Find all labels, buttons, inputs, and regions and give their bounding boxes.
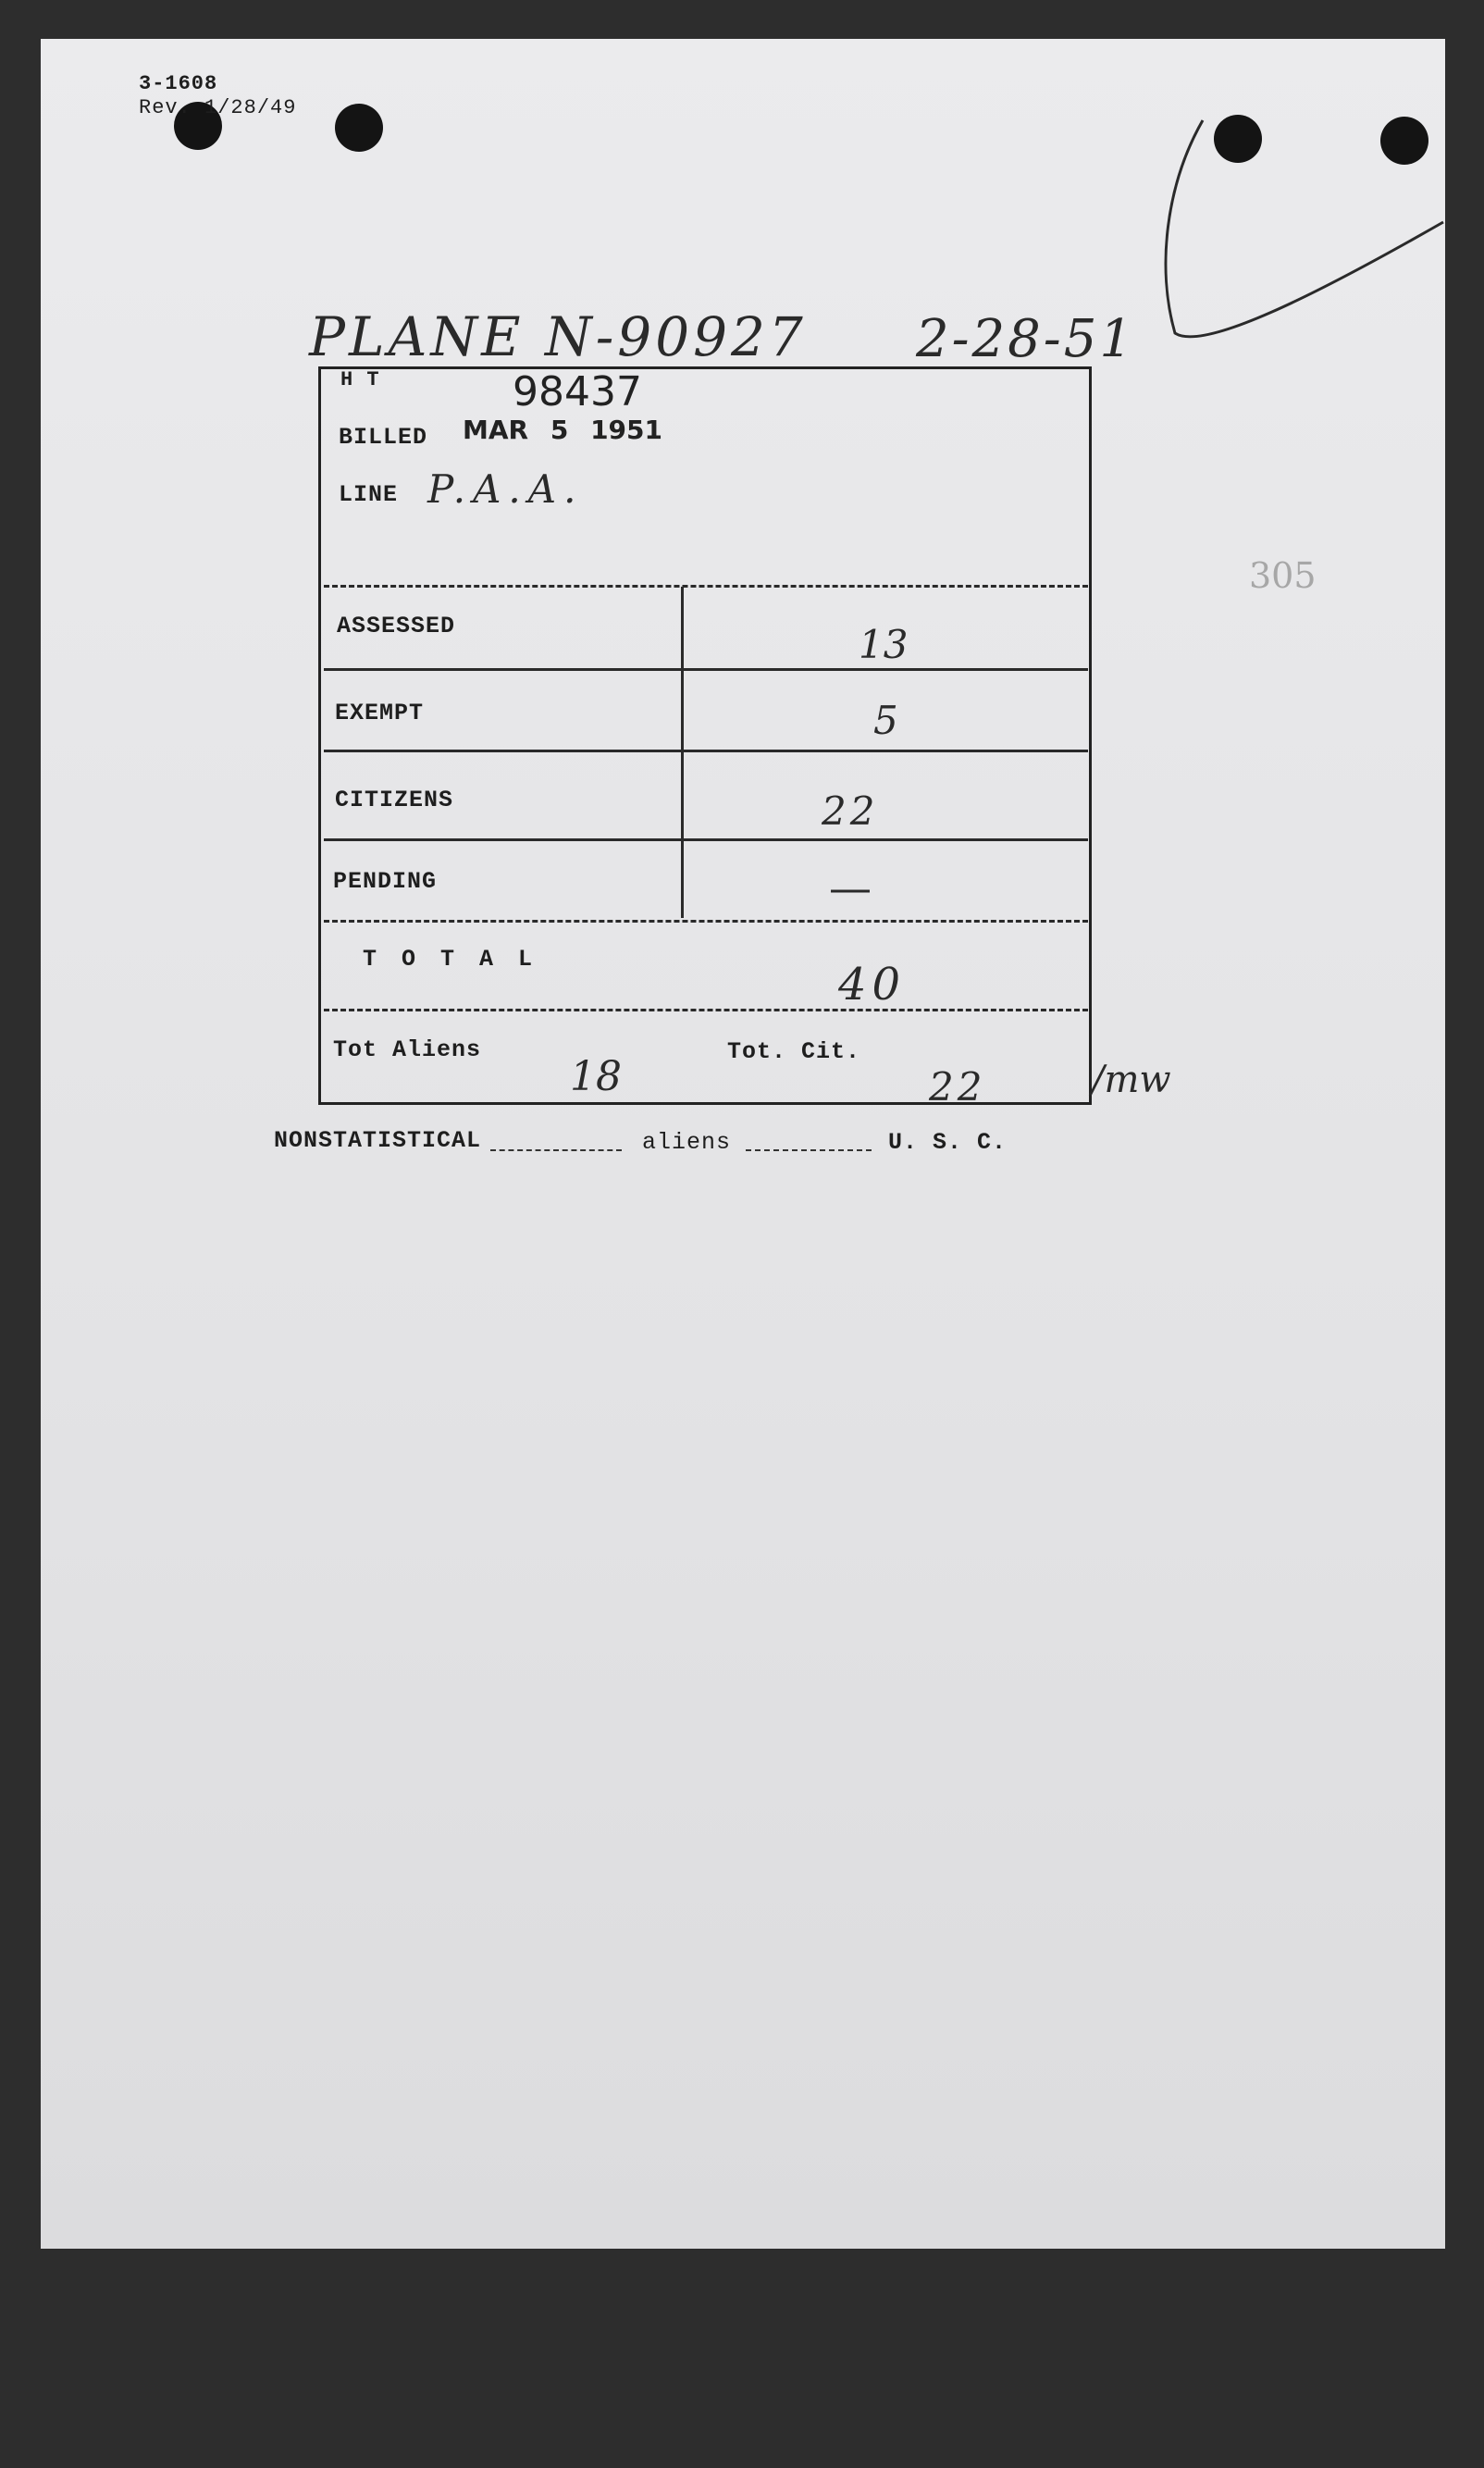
assessed-label: ASSESSED [337, 613, 456, 639]
initials: /mw [1092, 1059, 1171, 1101]
tot-aliens-label: Tot Aliens [333, 1036, 482, 1063]
assessed-value: 13 [859, 622, 909, 667]
exempt-label: EXEMPT [335, 700, 425, 726]
separator-line [324, 585, 1088, 588]
aliens-blank [746, 1149, 872, 1151]
tot-cit-label: Tot. Cit. [727, 1038, 861, 1065]
punch-hole-2 [335, 104, 383, 152]
header-date: 2-28-51 [916, 309, 1135, 369]
column-divider [681, 587, 684, 918]
line-label: LINE [339, 481, 399, 508]
tot-aliens-value: 18 [570, 1053, 622, 1100]
separator-line [324, 838, 1088, 841]
tot-cit-value: 22 [929, 1064, 986, 1110]
ht-number: 98437 [513, 368, 642, 415]
citizens-label: CITIZENS [335, 787, 454, 813]
nonstatistical-blank [490, 1149, 622, 1151]
plane-number: PLANE N-90927 [309, 305, 807, 368]
separator-line [324, 668, 1088, 671]
billed-label: BILLED [339, 424, 428, 451]
total-value: 40 [838, 959, 907, 1011]
usc-label: U. S. C. [888, 1129, 1008, 1156]
billed-date: MAR 5 1951 [463, 415, 663, 445]
separator-line [324, 1009, 1088, 1011]
ht-label: H T [340, 368, 380, 391]
aliens-label: aliens [642, 1129, 732, 1156]
separator-line [324, 750, 1088, 752]
separator-line [324, 920, 1088, 923]
pending-label: PENDING [333, 868, 438, 895]
line-value: P.A.A. [427, 466, 584, 512]
form-revision: Rev. 1/28/49 [139, 96, 297, 119]
pending-value: — [829, 862, 872, 912]
form-number: 3-1608 [139, 72, 218, 95]
nonstatistical-label: NONSTATISTICAL [274, 1127, 482, 1154]
total-label: T O T A L [363, 946, 538, 973]
margin-number: 305 [1249, 555, 1317, 596]
check-mark-icon [1147, 111, 1453, 361]
citizens-value: 22 [822, 788, 879, 834]
exempt-value: 5 [873, 698, 898, 743]
